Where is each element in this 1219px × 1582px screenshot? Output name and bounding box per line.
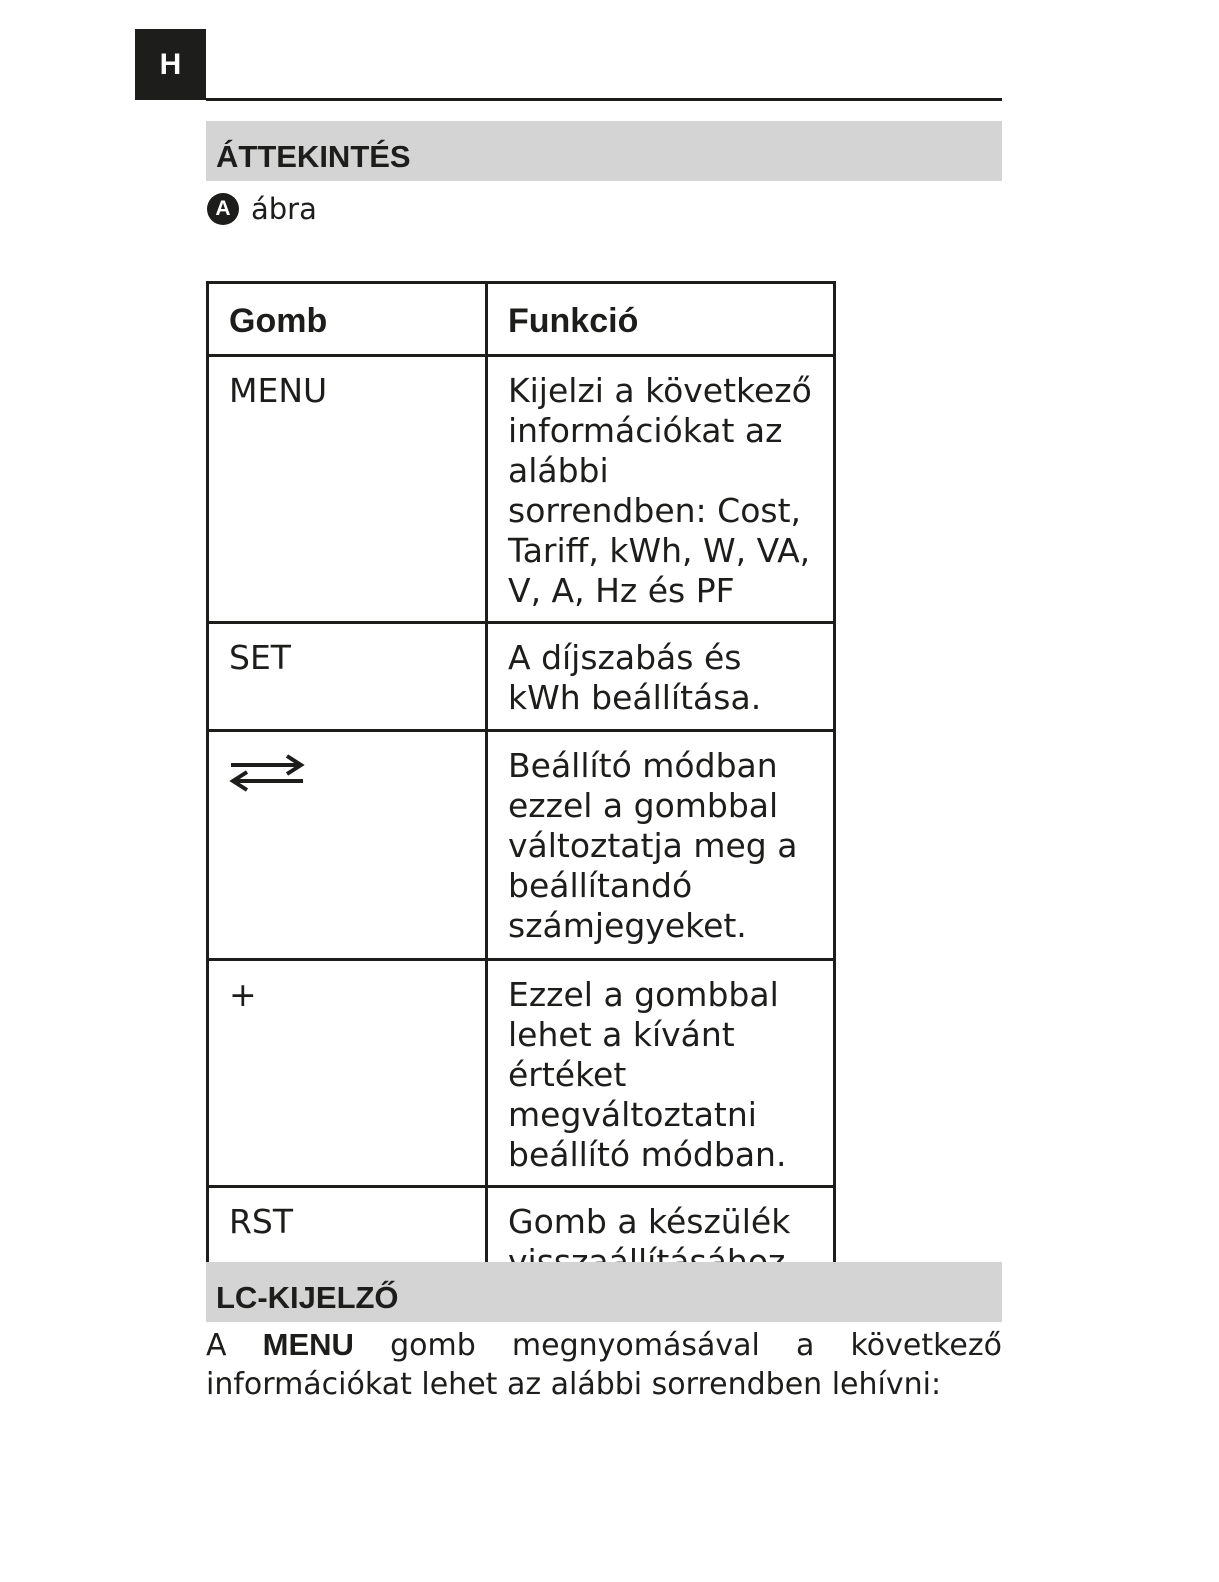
table-row [208, 356, 835, 623]
button-cell: + [208, 960, 487, 1187]
function-cell: A díjszabás és kWh beállítása. [487, 623, 835, 731]
figure-letter-badge: A [207, 193, 239, 225]
button-cell: MENU [208, 356, 487, 623]
section-heading-lcd [206, 1262, 1002, 1322]
section-heading-overview [206, 121, 1002, 181]
language-tab [135, 29, 206, 100]
table-header-row [208, 283, 835, 356]
header-rule [206, 98, 1002, 101]
figure-label: ábra [251, 192, 317, 226]
function-cell: Gomb a készülék [487, 1187, 835, 1295]
button-cell: SET [208, 623, 487, 731]
function-cell: Beállító módban ezzel a gombbal változtatja meg a beállítandó számjegyeket. [487, 731, 835, 960]
figure-reference [207, 192, 317, 226]
table-row [208, 623, 835, 731]
button-function-table [206, 281, 836, 1296]
header-function: Funkció [487, 283, 835, 356]
menu-keyword: MENU [262, 1327, 354, 1362]
section-title-lcd: LC-KIJELZŐ [216, 1280, 399, 1315]
section-title-overview: ÁTTEKINTÉS [216, 139, 411, 174]
table-row [208, 960, 835, 1187]
para-suffix: gomb megnyomásával a következő információkat lehet az alábbi sorrendben lehívni: [206, 1328, 1002, 1402]
header-button: Gomb [208, 283, 487, 356]
function-cell: Ezzel a gombbal lehet a kívánt értéket megváltoztatni beállító módban. [487, 960, 835, 1187]
swap-arrows-icon [229, 752, 305, 792]
button-cell: RST [208, 1187, 487, 1295]
para-prefix: A [206, 1328, 263, 1363]
lcd-intro-paragraph [206, 1325, 1002, 1404]
language-tab-label: H [159, 47, 182, 81]
table-row [208, 731, 835, 960]
function-cell: Kijelzi a következő információkat az alábbi sorrendben: Cost, Tariff, kWh, W, VA, V, A, Hz és PF [487, 356, 835, 623]
button-cell [208, 731, 487, 960]
